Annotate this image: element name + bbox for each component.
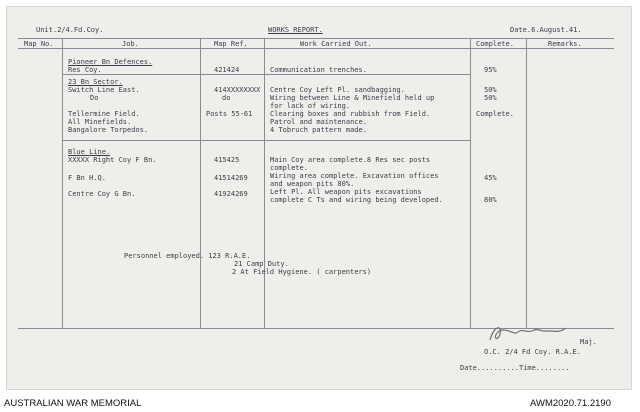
row-work-continued: for lack of wiring. [270, 102, 351, 110]
column-header-map-ref: Map Ref. [214, 40, 248, 48]
personnel-camp-duty: 21 Camp Duty. [234, 260, 289, 268]
row-map-ref: 415425 [214, 156, 240, 164]
row-work-continued: complete C Ts and wiring being developed. [270, 196, 443, 204]
row-work: Main Coy area complete.8 Res sec posts [270, 156, 431, 164]
signature-oc: O.C. 2/4 Fd Coy. R.A.E. [484, 348, 581, 356]
report-date: Date.6.August.41. [510, 26, 582, 34]
row-work-continued: and weapon pits 80%. [270, 180, 355, 188]
row-job: Bangalore Torpedos. [68, 126, 149, 134]
row-work: 4 Tobruch pattern made. [270, 126, 367, 134]
section-heading: 23 Bn Sector. [68, 78, 123, 86]
row-map-ref: Posts 55-61 [206, 110, 253, 118]
row-complete: 50% [484, 94, 497, 102]
row-job: Tellermine Field. [68, 110, 140, 118]
row-work: Patrol and maintenance. [270, 118, 367, 126]
row-work-continued: complete. [270, 164, 308, 172]
row-job: Res Coy. [68, 66, 102, 74]
column-divider [62, 38, 63, 328]
row-map-ref: 414XXXXXXXX [214, 86, 261, 94]
row-complete: 80% [484, 196, 497, 204]
row-job: All Minefields. [68, 118, 132, 126]
row-job: Do [90, 94, 99, 102]
archive-id: AWM2020.71.2190 [530, 398, 611, 409]
section-rule [62, 74, 470, 75]
personnel-field-hygiene: 2 At Field Hygiene. ( carpenters) [232, 268, 372, 276]
column-header-map-no: Map No. [24, 40, 54, 48]
archive-footer [0, 398, 640, 412]
personnel-employed: Personnel employed. 123 R.A.E. [124, 252, 251, 260]
column-header-job: Job. [122, 40, 139, 48]
unit-label: Unit.2/4.Fd.Coy. [36, 26, 104, 34]
section-heading: Pioneer Bn Defences. [68, 58, 153, 66]
row-work: Clearing boxes and rubbish from Field. [270, 110, 431, 118]
report-title: WORKS REPORT. [268, 26, 323, 34]
row-map-ref: 41924269 [214, 190, 248, 198]
column-divider [264, 38, 265, 328]
column-header-work: Work Carried Out. [300, 40, 372, 48]
handwritten-signature [484, 322, 574, 346]
table-header-rule [18, 48, 614, 49]
section-rule [62, 140, 470, 141]
row-complete: 95% [484, 66, 497, 74]
column-divider [200, 38, 201, 328]
signature-date-time: Date..........Time........ [460, 364, 570, 372]
column-header-remarks: Remarks. [548, 40, 582, 48]
row-work: Wiring area complete. Excavation offices [270, 172, 439, 180]
row-work: Left Pl. All weapon pits excavations [270, 188, 422, 196]
column-header-complete: Complete. [476, 40, 514, 48]
row-job: Switch Line East. [68, 86, 140, 94]
archive-name: AUSTRALIAN WAR MEMORIAL [4, 398, 142, 409]
row-work: Communication trenches. [270, 66, 367, 74]
column-divider [470, 38, 471, 328]
table-top-rule [18, 38, 614, 39]
row-complete: 45% [484, 174, 497, 182]
row-complete: 50% [484, 86, 497, 94]
row-map-ref: 41514269 [214, 174, 248, 182]
row-complete: Complete. [476, 110, 514, 118]
signature-rank: Maj. [580, 338, 597, 346]
row-job: F Bn H.Q. [68, 174, 106, 182]
row-job: Centre Coy G Bn. [68, 190, 136, 198]
row-job: XXXXX Right Coy F Bn. [68, 156, 157, 164]
section-heading: Blue Line. [68, 148, 111, 156]
row-work: Centre Coy Left Pl. sandbagging. [270, 86, 405, 94]
row-map-ref: 421424 [214, 66, 240, 74]
row-work: Wiring between Line & Minefield held up [270, 94, 435, 102]
row-map-ref: do [222, 94, 231, 102]
column-divider [526, 38, 527, 328]
